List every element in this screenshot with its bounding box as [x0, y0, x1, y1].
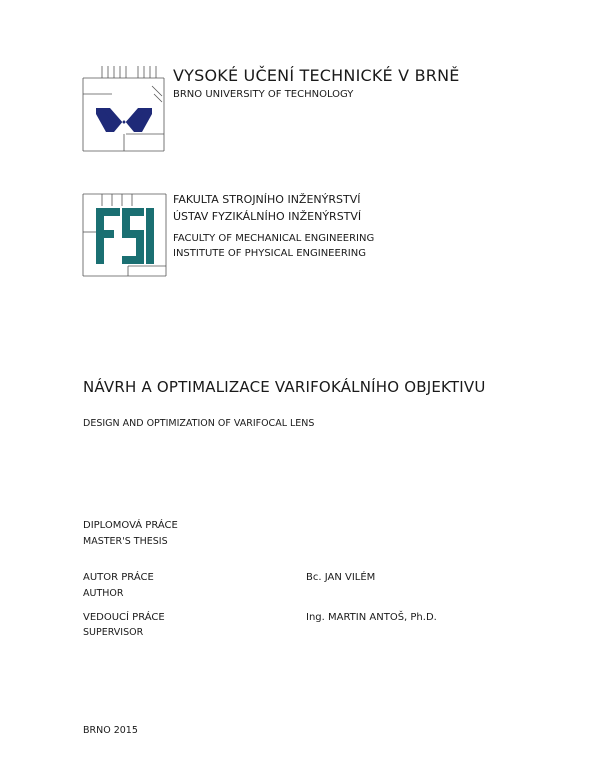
thesis-title-cz: NÁVRH A OPTIMALIZACE VARIFOKÁLNÍHO OBJEKTIVU — [83, 378, 486, 396]
supervisor-label-cz: VEDOUCÍ PRÁCE — [83, 612, 165, 623]
thesis-type-cz: DIPLOMOVÁ PRÁCE — [83, 520, 178, 531]
university-name-en: BRNO UNIVERSITY OF TECHNOLOGY — [173, 89, 354, 100]
institute-name-cz: ÚSTAV FYZIKÁLNÍHO INŽENÝRSTVÍ — [173, 210, 362, 223]
thesis-title-en: DESIGN AND OPTIMIZATION OF VARIFOCAL LENS — [83, 418, 315, 429]
vut-logo — [82, 64, 166, 152]
faculty-name-cz: FAKULTA STROJNÍHO INŽENÝRSTVÍ — [173, 193, 361, 206]
fsi-logo — [82, 192, 168, 278]
supervisor-label-en: SUPERVISOR — [83, 627, 144, 638]
thesis-type-en: MASTER'S THESIS — [83, 536, 168, 547]
author-name: Bc. JAN VILÉM — [306, 572, 376, 583]
place-year: BRNO 2015 — [83, 725, 138, 736]
author-label-en: AUTHOR — [83, 588, 124, 599]
supervisor-name: Ing. MARTIN ANTOŠ, Ph.D. — [306, 612, 437, 623]
university-name-cz: VYSOKÉ UČENÍ TECHNICKÉ V BRNĚ — [173, 66, 460, 85]
faculty-name-en: FACULTY OF MECHANICAL ENGINEERING — [173, 233, 375, 244]
author-label-cz: AUTOR PRÁCE — [83, 572, 154, 583]
institute-name-en: INSTITUTE OF PHYSICAL ENGINEERING — [173, 248, 366, 259]
